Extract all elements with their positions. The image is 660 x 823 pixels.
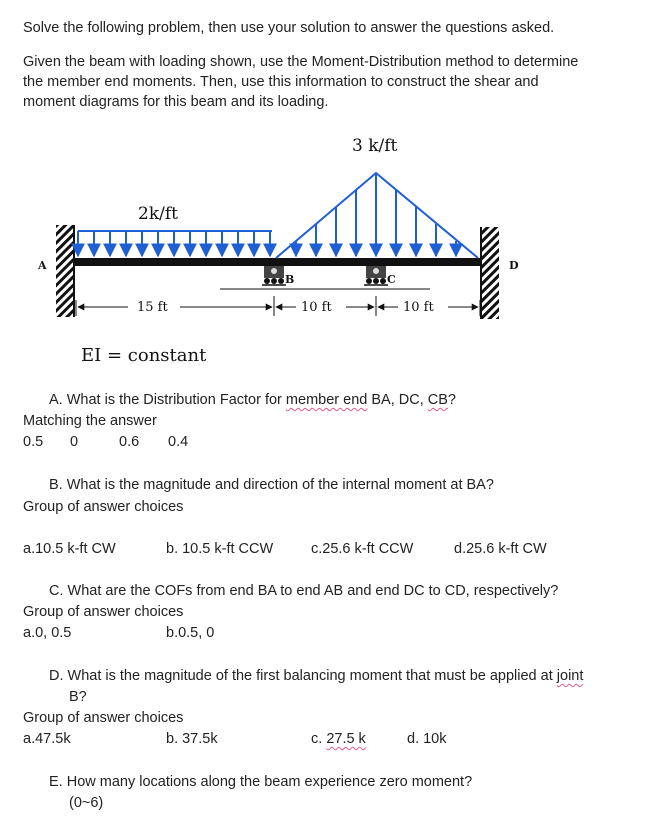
label-span-bc: 10 ft — [301, 300, 332, 315]
qd-option-c[interactable]: c. 27.5 k — [311, 731, 366, 747]
triangular-load — [276, 173, 478, 258]
label-c: C — [387, 273, 396, 286]
question-a-sub: Matching the answer — [23, 413, 157, 429]
beam-figure — [0, 0, 660, 380]
qa-option-3[interactable]: 0.6 — [119, 434, 140, 450]
qb-option-b[interactable]: b. 10.5 k-ft CCW — [166, 541, 274, 557]
wall-right — [481, 227, 499, 319]
question-d: D. What is the magnitude of the first balancing moment that must be applied at joint — [49, 668, 584, 684]
qc-option-b[interactable]: b.0.5, 0 — [166, 625, 215, 641]
label-d: D — [509, 259, 519, 272]
uniform-load — [78, 231, 272, 256]
roller-support-c — [364, 266, 388, 285]
label-a: A — [38, 259, 47, 272]
question-b: B. What is the magnitude and direction of the internal moment at BA? — [49, 477, 494, 493]
qd-option-d[interactable]: d. 10k — [407, 731, 447, 747]
question-a: A. What is the Distribution Factor for member end BA, DC, CB? — [49, 392, 456, 408]
qa-option-2[interactable]: 0 — [70, 434, 79, 450]
qd-option-b[interactable]: b. 37.5k — [166, 731, 218, 747]
question-b-sub: Group of answer choices — [23, 499, 184, 515]
question-d-line2: B? — [69, 689, 87, 705]
label-span-cd: 10 ft — [403, 300, 434, 315]
qa-option-4[interactable]: 0.4 — [168, 434, 189, 450]
qd-option-a[interactable]: a.47.5k — [23, 731, 71, 747]
label-ei: EI = constant — [81, 345, 207, 366]
question-e-range: (0~6) — [69, 795, 104, 811]
label-b: B — [285, 273, 295, 286]
question-c-sub: Group of answer choices — [23, 604, 184, 620]
given-line-3: moment diagrams for this beam and its loading. — [23, 94, 329, 110]
qb-option-c[interactable]: c.25.6 k-ft CCW — [311, 541, 414, 557]
qc-option-a[interactable]: a.0, 0.5 — [23, 625, 72, 641]
wall-left — [56, 225, 74, 317]
label-uniform-load: 2k/ft — [138, 204, 178, 224]
qa-option-1[interactable]: 0.5 — [23, 434, 44, 450]
label-triangular-load: 3 k/ft — [352, 136, 398, 156]
beam — [74, 258, 481, 266]
intro-text: Solve the following problem, then use your solution to answer the questions asked. — [23, 20, 555, 36]
question-c: C. What are the COFs from end BA to end AB and end DC to CD, respectively? — [49, 583, 559, 599]
qb-option-d[interactable]: d.25.6 k-ft CW — [454, 541, 547, 557]
given-line-2: the member end moments. Then, use this information to construct the shear and — [23, 74, 539, 90]
question-e: E. How many locations along the beam experience zero moment? — [49, 774, 473, 790]
question-d-sub: Group of answer choices — [23, 710, 184, 726]
label-span-ab: 15 ft — [137, 300, 168, 315]
roller-support-b — [262, 266, 286, 285]
given-line-1: Given the beam with loading shown, use the Moment-Distribution method to determine — [23, 54, 579, 70]
qb-option-a[interactable]: a.10.5 k-ft CW — [23, 541, 116, 557]
